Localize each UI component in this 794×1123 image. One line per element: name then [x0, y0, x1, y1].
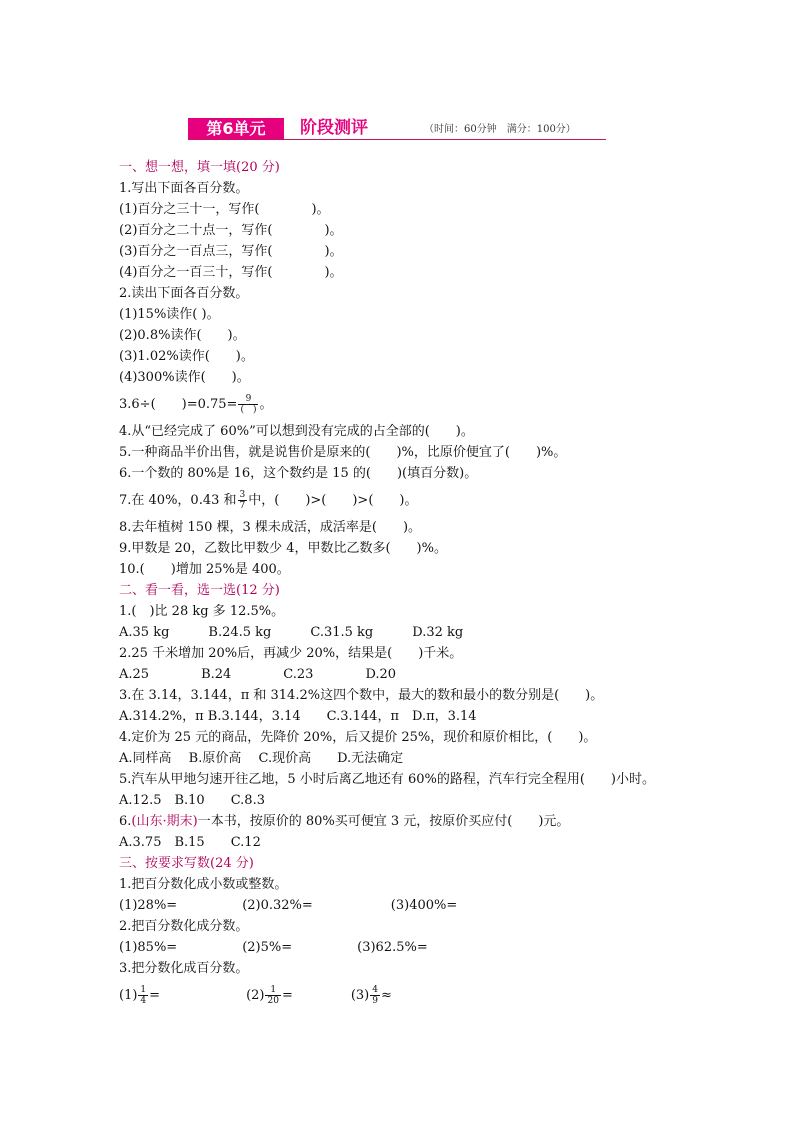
- equals-sign: =: [281, 988, 293, 1003]
- question-line: (4)百分之一百三十，写作( )。: [119, 265, 343, 280]
- question-line-fraction: [119, 979, 719, 1012]
- item-label: (3): [350, 988, 370, 1003]
- question-line: 6.一个数的 80%是 16，这个数约是 15 的( )(填百分数)。: [119, 466, 478, 481]
- choice-line: A.25 B.24 C.23 D.20: [119, 667, 397, 682]
- question-line: 5.汽车从甲地匀速开往乙地，5 小时后离乙地还有 60%的路程，汽车行完全程用( )小时。: [119, 772, 655, 787]
- q6-number: 6.: [119, 814, 132, 829]
- fraction: $\frac{4}{9}$: [372, 985, 378, 1006]
- question-line: 9.甲数是 20，乙数比甲数少 4，甲数比乙数多( )%。: [119, 541, 447, 556]
- fraction: $\frac{1}{20}$: [267, 985, 279, 1006]
- equals-sign: =: [149, 988, 161, 1003]
- choice-line: A.3.75 B.15 C.12: [119, 835, 261, 850]
- question-line: 8.去年植树 150 棵，3 棵未成活，成活率是( )。: [119, 520, 422, 535]
- q6-text: 一本书，按原价的 80%买可便宜 3 元，按原价买应付( )元。: [197, 814, 570, 829]
- choice-line: A.12.5 B.10 C.8.3: [119, 793, 265, 808]
- question-line: (3)百分之一百点三，写作( )。: [119, 244, 343, 259]
- question-line: 2.25 千米增加 20%后，再减少 20%，结果是( )千米。: [119, 646, 463, 661]
- section-title: 一、想一想，填一填(20 分): [119, 160, 280, 175]
- question-line: (1)百分之三十一，写作( )。: [119, 202, 330, 217]
- question-line: (2)0.8%读作( )。: [119, 328, 246, 343]
- unit-header: [188, 118, 606, 140]
- unit-label: 第6单元: [188, 118, 284, 139]
- section-title: 二、看一看，选一选(12 分): [119, 583, 280, 598]
- question-line: (1)85%= (2)5%= (3)62.5%=: [119, 940, 428, 955]
- q3-suffix: 。: [259, 397, 273, 412]
- section-title: 三、按要求写数(24 分): [119, 856, 254, 871]
- question-line-fraction: [119, 388, 719, 421]
- q6-source: (山东·期末): [131, 814, 198, 829]
- question-line: (3)1.02%读作( )。: [119, 349, 254, 364]
- question-line: 2.把百分数化成分数。: [119, 919, 249, 934]
- page-title: 阶段测评: [300, 118, 368, 138]
- question-line: 1.( )比 28 kg 多 12.5%。: [119, 604, 285, 619]
- fraction: $\frac{3}{7}$: [239, 490, 246, 511]
- question-line: 3.在 3.14，3.144，π 和 314.2%这四个数中，最大的数和最小的数分别是( )。: [119, 688, 604, 703]
- choice-line: A.314.2%，π B.3.144，3.14 C.3.144，π D.π，3.14: [119, 709, 477, 724]
- q3-prefix: 3.6÷( )=0.75=: [119, 397, 238, 412]
- choice-line: A.同样高 B.原价高 C.现价高 D.无法确定: [119, 751, 404, 766]
- question-line: 4.定价为 25 元的商品，先降价 20%，后又提价 25%，现价和原价相比，( )。: [119, 730, 597, 745]
- question-line: 5.一种商品半价出售，就是说售价是原来的( )%，比原价便宜了( )%。: [119, 445, 567, 460]
- item-label: (1): [119, 988, 138, 1003]
- q7-suffix: 中，( )>( )>( )。: [248, 493, 418, 508]
- question-line: 1.写出下面各百分数。: [119, 181, 249, 196]
- header-rule: [188, 139, 606, 140]
- fraction: $\frac{1}{4}$: [140, 985, 147, 1006]
- question-line: (1)28%= (2)0.32%= (3)400%=: [119, 898, 458, 913]
- choice-line: A.35 kg B.24.5 kg C.31.5 kg D.32 kg: [119, 625, 464, 640]
- question-line: [119, 811, 719, 832]
- fraction: $\frac{9}{( )}$: [240, 394, 257, 415]
- question-line: 1.把百分数化成小数或整数。: [119, 877, 288, 892]
- question-line: 2.读出下面各百分数。: [119, 286, 249, 301]
- question-line-fraction: [119, 484, 719, 517]
- question-line: (4)300%读作( )。: [119, 370, 250, 385]
- q7-prefix: 7.在 40%，0.43 和: [119, 493, 237, 508]
- question-line: 3.把分数化成百分数。: [119, 961, 249, 976]
- worksheet-body: [119, 157, 719, 1012]
- item-label: (2): [246, 988, 265, 1003]
- question-line: 4.从“已经完成了 60%”可以想到没有完成的占全部的( )。: [119, 424, 474, 439]
- approx-sign: ≈: [381, 988, 392, 1003]
- question-line: (2)百分之二十点一，写作( )。: [119, 223, 343, 238]
- exam-meta: （时间：60分钟 满分：100分）: [424, 124, 576, 135]
- question-line: 10.( )增加 25%是 400。: [119, 562, 290, 577]
- question-line: (1)15%读作( )。: [119, 307, 220, 322]
